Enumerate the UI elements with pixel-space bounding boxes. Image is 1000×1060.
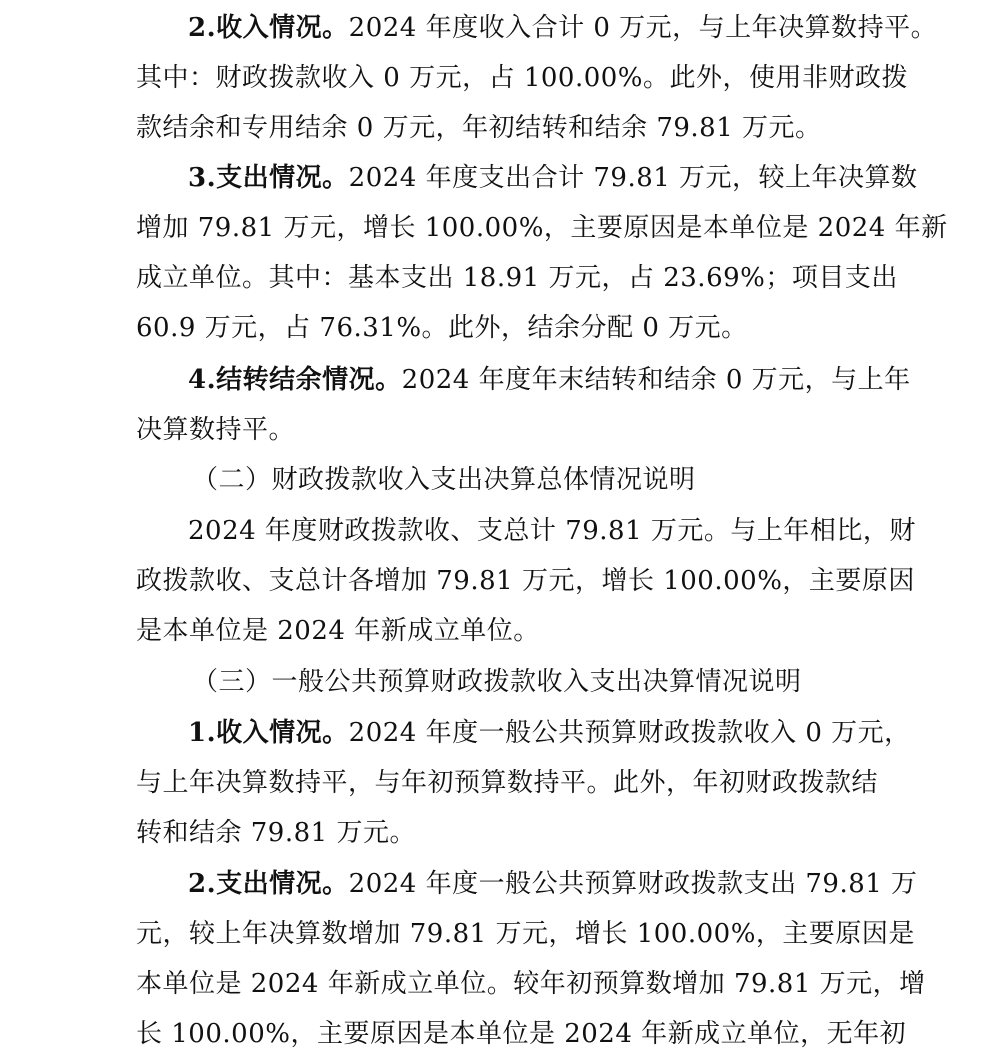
section-heading-2: （二）财政拨款收入支出决算总体情况说明	[192, 465, 696, 495]
paragraph-fiscal-total-line-3: 是本单位是 2024 年新成立单位。	[136, 616, 540, 646]
paragraph-budget-expenditure-line-4: 长 100.00%，主要原因是本单位是 2024 年新成立单位，无年初	[136, 1019, 907, 1049]
paragraph-budget-income-line-2: 与上年决算数持平，与年初预算数持平。此外，年初财政拨款结	[136, 768, 879, 798]
heading-budget-income: 1.收入情况。	[188, 718, 349, 748]
paragraph-fiscal-total-line-1: 2024 年度财政拨款收、支总计 79.81 万元。与上年相比，财	[188, 516, 916, 546]
paragraph-income-line-1: 2.收入情况。2024 年度收入合计 0 万元，与上年决算数持平。	[188, 13, 938, 43]
heading-income: 2.收入情况。	[188, 13, 349, 43]
paragraph-expenditure-line-4: 60.9 万元，占 76.31%。此外，结余分配 0 万元。	[136, 313, 748, 343]
heading-expenditure: 3.支出情况。	[188, 163, 349, 193]
paragraph-budget-income-line-3: 转和结余 79.81 万元。	[136, 818, 416, 848]
paragraph-carryover-line-1: 4.结转结余情况。2024 年度年末结转和结余 0 万元，与上年	[188, 365, 911, 395]
paragraph-income-line-3: 款结余和专用结余 0 万元，年初结转和结余 79.81 万元。	[136, 113, 822, 143]
paragraph-budget-income-line-1: 1.收入情况。2024 年度一般公共预算财政拨款收入 0 万元，	[188, 718, 911, 748]
paragraph-income-line-2: 其中：财政拨款收入 0 万元，占 100.00%。此外，使用非财政拨	[136, 63, 909, 93]
section-heading-3: （三）一般公共预算财政拨款收入支出决算情况说明	[192, 667, 802, 697]
paragraph-fiscal-total-line-2: 政拨款收、支总计各增加 79.81 万元，增长 100.00%，主要原因	[136, 566, 915, 596]
paragraph-budget-expenditure-line-1: 2.支出情况。2024 年度一般公共预算财政拨款支出 79.81 万	[188, 869, 918, 899]
paragraph-expenditure-line-3: 成立单位。其中：基本支出 18.91 万元，占 23.69%；项目支出	[136, 263, 898, 293]
heading-budget-expenditure: 2.支出情况。	[188, 869, 349, 899]
paragraph-carryover-line-2: 决算数持平。	[136, 415, 296, 445]
paragraph-expenditure-line-1: 3.支出情况。2024 年度支出合计 79.81 万元，较上年决算数	[188, 163, 918, 193]
heading-carryover: 4.结转结余情况。	[188, 365, 402, 395]
paragraph-budget-expenditure-line-2: 元，较上年决算数增加 79.81 万元，增长 100.00%，主要原因是	[136, 919, 915, 949]
paragraph-budget-expenditure-line-3: 本单位是 2024 年新成立单位。较年初预算数增加 79.81 万元，增	[136, 969, 926, 999]
paragraph-expenditure-line-2: 增加 79.81 万元，增长 100.00%，主要原因是本单位是 2024 年新	[136, 213, 948, 243]
